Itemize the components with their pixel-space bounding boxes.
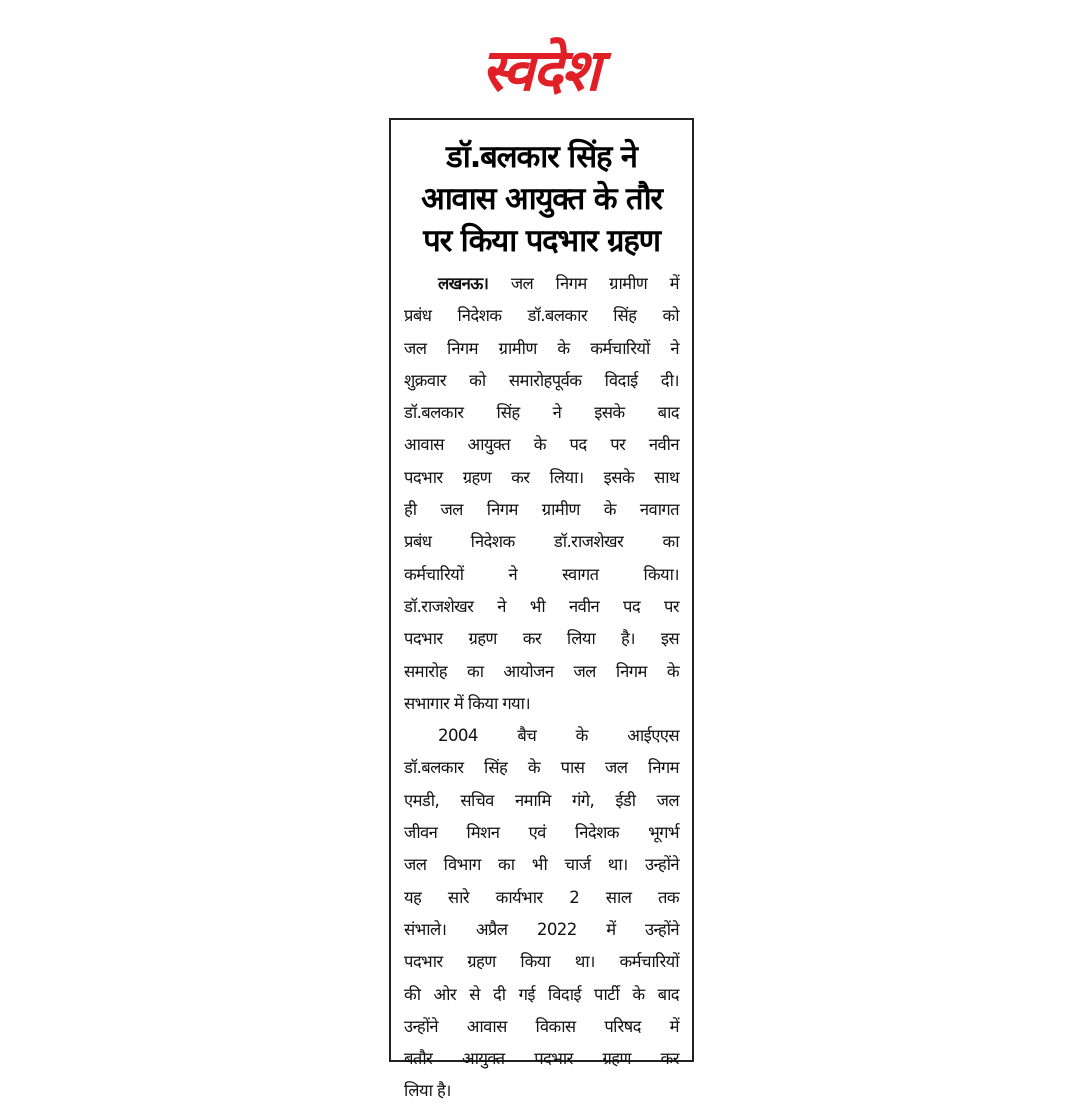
article-line: उन्होंने आवास विकास परिषद में — [404, 1016, 679, 1036]
article-line: सभागार में किया गया। — [404, 693, 531, 713]
article-line: डॉ.बलकार सिंह ने इसके बाद — [404, 403, 679, 423]
article-line: पदभार ग्रहण किया था। कर्मचारियों — [404, 952, 679, 972]
article-line: बतौर आयुक्त पदभार ग्रहण कर — [404, 1049, 679, 1069]
article-line: प्रबंध निदेशक डॉ.बलकार सिंह को — [404, 306, 679, 326]
article-line: शुक्रवार को समारोहपूर्वक विदाई दी। — [404, 370, 679, 390]
article-line: 2004 बैच के आईएएस — [438, 726, 679, 746]
article-text: जल निगम ग्रामीण में — [510, 274, 679, 293]
headline-line: आवास आयुक्त के तौर — [421, 181, 662, 217]
article-line: डॉ.बलकार सिंह के पास जल निगम — [404, 758, 679, 778]
article-line: पदभार ग्रहण कर लिया। इसके साथ — [404, 467, 679, 487]
article-headline — [404, 136, 679, 262]
article-line: यह सारे कार्यभार 2 साल तक — [404, 887, 679, 907]
article-line: लिया है। — [404, 1081, 451, 1101]
article-line: की ओर से दी गई विदाई पार्टी के बाद — [404, 984, 679, 1004]
article-paragraph-1 — [404, 268, 679, 720]
article-line: ही जल निगम ग्रामीण के नवागत — [404, 500, 679, 520]
news-clipping — [389, 118, 694, 1101]
article-line: पदभार ग्रहण कर लिया है। इस — [404, 629, 679, 649]
article-paragraph-2 — [404, 720, 679, 1108]
svg-text:स्वदेश: स्वदेश — [481, 36, 599, 104]
article-line: आवास आयुक्त के पद पर नवीन — [404, 435, 679, 455]
article-line: एमडी, सचिव नमामि गंगे, ईडी जल — [404, 790, 679, 810]
article-line: जल विभाग का भी चार्ज था। उन्होंने — [404, 855, 679, 875]
dateline: लखनऊ। — [438, 274, 489, 293]
article-line-first — [404, 268, 679, 300]
newspaper-logo — [420, 28, 660, 118]
article-line: कर्मचारियों ने स्वागत किया। — [404, 564, 679, 584]
article-line: समारोह का आयोजन जल निगम के — [404, 661, 679, 681]
article-line: प्रबंध निदेशक डॉ.राजशेखर का — [404, 532, 679, 552]
article-line: संभाले। अप्रैल 2022 में उन्होंने — [404, 919, 679, 939]
article-line: जल निगम ग्रामीण के कर्मचारियों ने — [404, 338, 679, 358]
article-line: डॉ.राजशेखर ने भी नवीन पद पर — [404, 596, 679, 616]
headline-line: पर किया पदभार ग्रहण — [423, 223, 660, 259]
headline-line: डॉ.बलकार सिंह ने — [446, 139, 637, 175]
swadesh-logo-icon — [420, 28, 660, 118]
article-line: जीवन मिशन एवं निदेशक भूगर्भ — [404, 823, 679, 843]
